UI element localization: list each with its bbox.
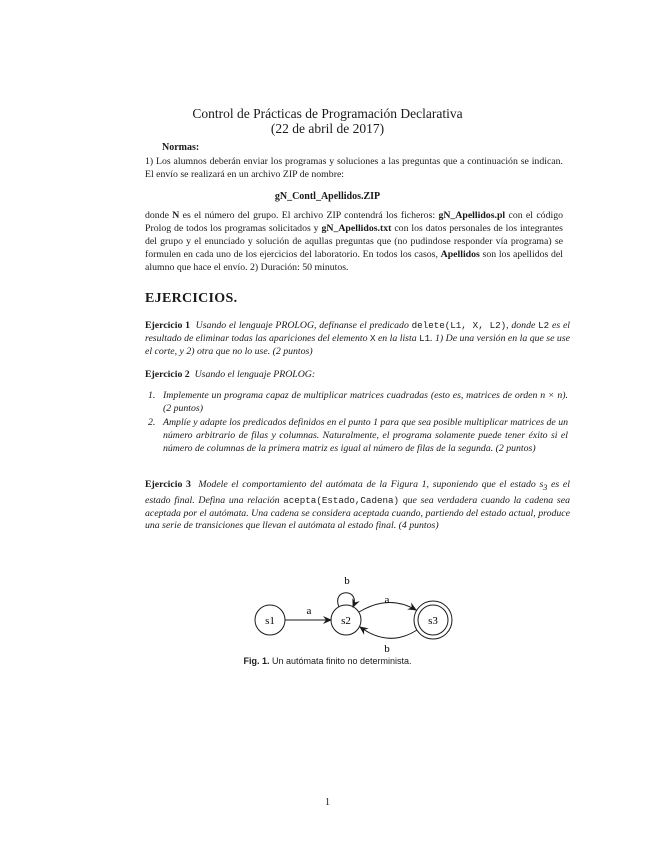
edge-s3-s2-label: b [384,643,390,655]
text-span: Modele el comportamiento del autómata de la Figura 1, suponiendo que el estado s [198,479,544,490]
text-span: Usando el lenguaje PROLOG, defínanse el predicado [195,320,412,331]
code-span: delete(L1, X, L2) [411,320,507,331]
ejercicio-3 [145,479,570,533]
txt-filename: gN_Apellidos.txt [321,223,392,234]
automaton-figure [245,572,475,656]
title-line-1: Control de Prácticas de Programación Declarativa [192,106,463,121]
item-text: Implemente un programa capaz de multiplicar matrices cuadradas (esto es, matrices de orden n × n). (2 puntos) [163,390,568,414]
group-number-var: N [172,210,180,221]
edge-s1-s2-label: a [306,605,312,617]
text-span: donde [145,210,173,221]
page-number: 1 [325,797,330,808]
item-text: Amplíe y adapte los predicados definidos en el punto 1 para que sea posible multiplicar matrices de un número arbitrario de filas y columnas. Naturalmente, el programa solamente puede tener éxito si el número de columnas de la primera matriz es igual al número de filas de la segunda. (2 puntos) [163,417,568,454]
edge-s3-s2 [360,627,417,638]
edge-s2-loop-label: b [344,575,350,587]
ejercicio-2-intro [145,369,570,382]
state-s1-label: s1 [265,615,275,627]
text-span: con el código Prolog de todos los programas solicitados y [145,210,563,234]
code-span: acepta(Estado,Cadena) [283,494,400,506]
normas-paragraph-2 [145,209,563,274]
ejercicio-2-label: Ejercicio 2 [145,369,190,380]
text-span: con los datos personales de los integrantes del grupo y el enunciado y solución de aqullas preguntas que (no pudindose responder vía programa) se formulen en cada uno de los ejercicios del laboratorio. En todos los casos, [145,223,563,260]
pl-filename: gN_Apellidos.pl [438,210,506,221]
figure-caption [0,656,655,666]
caption-text: Un autómata finito no determinista. [269,656,412,666]
state-s3-label: s3 [428,615,438,627]
text-span: es el resultado de eliminar todas las apariciones del elemento [145,320,571,344]
text-span: es el número del grupo. El archivo ZIP contendrá los ficheros: [179,210,439,221]
code-span: L2 [538,320,550,331]
code-span: X [369,332,376,344]
text-span: , donde [506,320,539,331]
title-line-2: (22 de abril de 2017) [270,121,385,136]
text-span: en la lista [375,332,420,344]
normas-heading: Normas: [162,142,200,153]
text-span: son los apellidos del alumno que hace el envío. 2) Duración: 50 minutos. [145,249,563,273]
edge-s2-s3-label: a [384,594,390,606]
normas-paragraph-1: 1) Los alumnos deberán enviar los programas y soluciones a las preguntas que a continuación se indican. El envío se realizará en un archivo ZIP de nombre: [145,156,563,180]
caption-label: Fig. 1. [243,656,270,666]
text-span: . 1) De una versión en la que se use el corte, y 2) otra que no lo use. (2 puntos) [145,332,570,357]
code-span: L1 [419,332,431,344]
section-heading: EJERCICIOS. [145,291,238,306]
zip-filename: gN_Contl_Apellidos.ZIP [274,191,381,202]
text-span: Usando el lenguaje PROLOG: [194,369,316,380]
ejercicio-1 [145,320,570,358]
text-span: es el estado final. Defina una relación [145,479,570,506]
paper-title [0,106,655,136]
item-number: 1. [148,390,156,401]
text-span: que sea verdadera cuando la cadena sea aceptada por el autómata. Una cadena se considera aceptada cuando, partiendo del estado actual, produce una serie de transiciones que llevan el autómata al estado final. (4 puntos) [145,494,570,532]
apellidos-term: Apellidos [440,249,480,260]
item-number: 2. [148,417,156,428]
ejercicio-3-label: Ejercicio 3 [145,479,191,490]
state-s2-label: s2 [341,615,351,627]
subscript: 3 [543,482,548,492]
ejercicio-1-label: Ejercicio 1 [145,320,191,331]
